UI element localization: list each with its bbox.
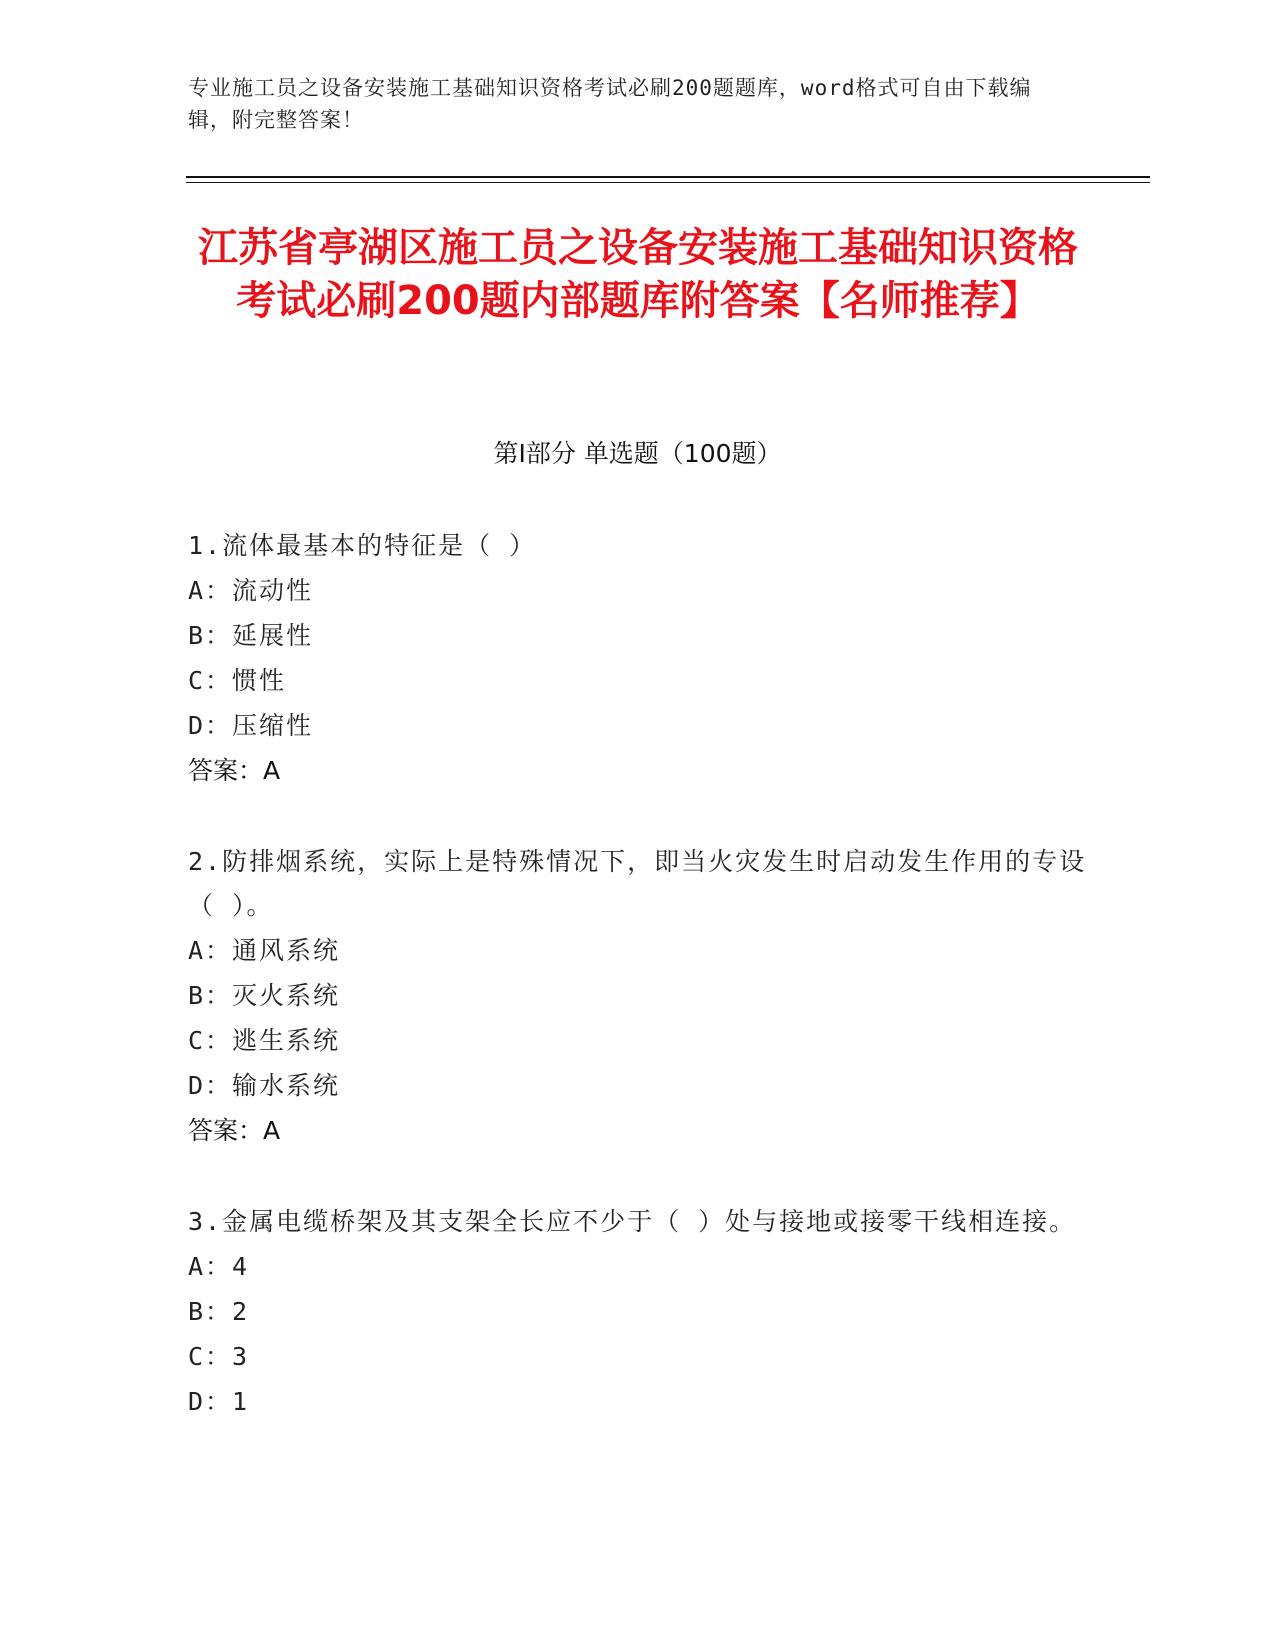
option-c: C：3 <box>188 1342 250 1371</box>
header-divider-thick <box>186 176 1150 178</box>
answer-line: 答案：A <box>188 1116 281 1145</box>
option-b: B：灭火系统 <box>188 981 341 1010</box>
question-stem: 1.流体最基本的特征是（ ） <box>188 531 537 560</box>
option-c: C：惯性 <box>188 666 287 695</box>
header-divider-thin <box>186 182 1150 183</box>
header-note: 专业施工员之设备安装施工基础知识资格考试必刷200题题库，word格式可自由下载编辑，附完整答案！ <box>188 76 1032 132</box>
question-block <box>188 1200 1088 1424</box>
question-block <box>188 840 1088 1153</box>
option-a: A：流动性 <box>188 576 314 605</box>
option-b: B：2 <box>188 1297 250 1326</box>
question-stem: 3.金属电缆桥架及其支架全长应不少于（ ）处与接地或接零干线相连接。 <box>188 1207 1077 1236</box>
option-d: D：1 <box>188 1387 250 1416</box>
document-title: 江苏省亭湖区施工员之设备安装施工基础知识资格考试必刷200题内部题库附答案【名师推荐】 <box>198 225 1078 324</box>
option-a: A：通风系统 <box>188 936 341 965</box>
option-d: D：压缩性 <box>188 711 314 740</box>
option-b: B：延展性 <box>188 621 314 650</box>
option-d: D：输水系统 <box>188 1071 341 1100</box>
question-block <box>188 524 1088 793</box>
question-stem: 2.防排烟系统，实际上是特殊情况下，即当火灾发生时启动发生作用的专设（ ）。 <box>188 847 1087 920</box>
option-a: A：4 <box>188 1252 250 1281</box>
option-c: C：逃生系统 <box>188 1026 341 1055</box>
answer-line: 答案：A <box>188 756 281 785</box>
section-heading: 第Ⅰ部分 单选题（100题） <box>493 439 782 468</box>
